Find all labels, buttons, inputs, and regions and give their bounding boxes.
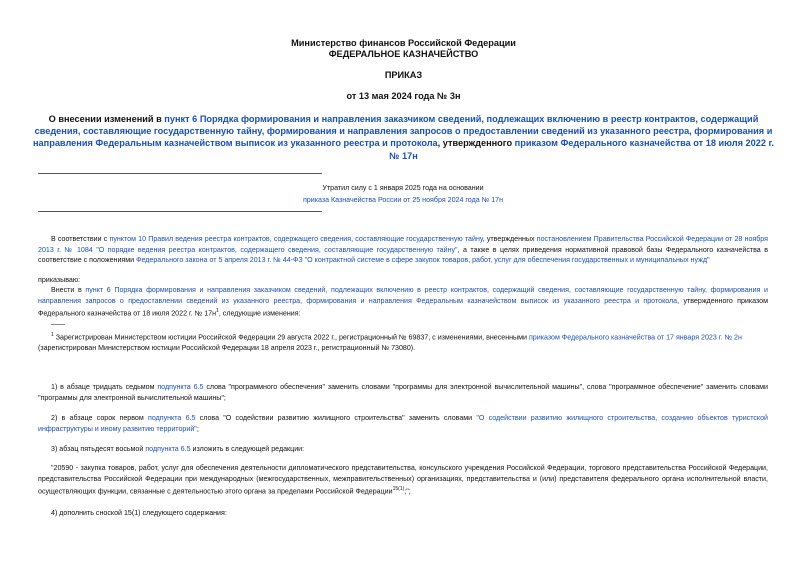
item-text: слова "программного обеспечения" заменить словами "программы для электронной вычислительной машины", слова "программное обеспечение" заменить словами "программы для электронной вычислительной машины"; [38, 383, 768, 402]
footnote-text: Зарегистрирован Министерством юстиции Российской Федерации 29 августа 2022 г., регистрационный № 69837, с изменениями, внесенными [53, 333, 529, 342]
item-text: ; [196, 424, 199, 433]
order-paragraph [38, 285, 768, 319]
footnote-link-order[interactable]: приказом Федерального казначейства от 17 января 2023 г. № 2н [528, 333, 742, 342]
item-text: изложить в следующей редакции: [190, 445, 305, 453]
order-text: Внести в [51, 286, 86, 294]
footnote-text: (зарегистрирован Министерством юстиции Российской Федерации 18 апреля 2023 г., регистрационный № 73080). [38, 343, 416, 352]
status-link[interactable]: приказа Казначейства России от 25 ноября 2024 года № 17н [302, 196, 504, 204]
new-wording-quote [38, 463, 768, 497]
title-text-2: , утвержденного [437, 138, 515, 149]
document-date: от 13 мая 2024 года № 3н [346, 91, 461, 101]
new-wording-link[interactable]: "О содействии развитию жилищного строительства, созданию объектов туристской инфраструктуры и иному развитию территорий" [38, 414, 769, 433]
amendment-item-3 [38, 444, 768, 455]
preamble-link-federal-law[interactable]: Федерального закона от 5 апреля 2013 г. № 44-ФЗ "О контрактной системе в сфере закупок товаров, работ, услуг для обеспечения государственных и муниципальных нужд" [136, 256, 710, 265]
divider [38, 211, 322, 212]
ministry-name: Министерство финансов Российской Федерации [291, 38, 516, 48]
footnote-ref[interactable]: 15(1) [392, 486, 405, 493]
divider [38, 173, 322, 174]
preamble-link-rules[interactable]: пунктом 10 Правил ведения реестра контрактов, содержащего сведения, составляющие государственную тайну [109, 235, 483, 243]
title-link-order[interactable]: приказом Федерального казначейства от 18 июля 2022 г. № 17н [389, 138, 774, 161]
quote-text: "20590 - закупка товаров, работ, услуг для обеспечения деятельности дипломатического представительства, консульского учреждения Российской Федерации, торгового представительства Российской Федерации, представительства Российской Федерации при международных (межгосударственных, межправительственных) организациях, представительства и (или) представителя федерального органа исполнительной власти, осуществляющих функции, связанные с деятельностью этого органа за пределами Российской Федерации [38, 464, 768, 496]
preamble-text: В соответствии с [51, 235, 110, 243]
document-title [32, 113, 775, 162]
footnote [38, 330, 768, 354]
status-line: Утратил силу с 1 января 2025 года на основании [322, 184, 484, 192]
order-text: , следующие изменения: [218, 309, 301, 318]
preamble-paragraph [38, 234, 768, 266]
footnote-divider [51, 324, 65, 325]
subparagraph-link[interactable]: подпункта 6.5 [145, 445, 191, 453]
footnote-mark: 1 [51, 332, 54, 338]
order-link-procedure[interactable]: пункт 6 Порядка формирования и направления заказчиком сведений, подлежащих включению в реестр контрактов, содержащий сведения, составляющие государственную тайну, формирования и направления запросов о предоставлении сведений из указанного реестра, формирования и направления Федеральным казначейством выписок из указанного реестра и протокола [38, 286, 768, 305]
subparagraph-link[interactable]: подпункта 6.5 [147, 414, 196, 422]
item-text: 2) в абзаце сорок первом [51, 414, 148, 422]
title-link-procedure[interactable]: пункт 6 Порядка формирования и направления заказчиком сведений, подлежащих включению в реестр контрактов, содержащий сведения, составляющие государственную тайну, формирования и направления запросов о предоставлении сведений из указанного реестра, формирования и направления Федеральным казначейством выписок из указанного реестра и протокола [33, 114, 773, 149]
preamble-text: , утвержденных [482, 235, 537, 243]
preamble-link-resolution[interactable]: постановлением Правительства Российской Федерации от 28 ноября 2013 г. № 1084 "О порядке ведения реестра контрактов, содержащего сведения, составляющие государственную тайну" [38, 235, 769, 254]
item-text: 1) в абзаце тридцать седьмом [51, 383, 158, 391]
subparagraph-link[interactable]: подпункта 6.5 [157, 383, 204, 391]
amendment-item-4: 4) дополнить сноской 15(1) следующего содержания: [51, 509, 227, 517]
footnote-ref[interactable]: 1 [216, 308, 219, 315]
item-text: 3) абзац пятьдесят восьмой [51, 445, 146, 453]
preamble-text: , а также в целях приведения нормативной правовой базы Федерального казначейства в соответствие с положениями [38, 245, 768, 265]
document-type: ПРИКАЗ [384, 70, 423, 80]
item-text: слова "О содействии развитию жилищного строительства" заменить словами [195, 414, 477, 422]
amendment-item-2 [38, 413, 768, 434]
amendment-item-1 [38, 382, 768, 403]
agency-name: ФЕДЕРАЛЬНОЕ КАЗНАЧЕЙСТВО [328, 49, 479, 59]
quote-text: ;"; [404, 487, 411, 496]
order-word: приказываю: [38, 276, 81, 284]
title-text: О внесении изменений в [48, 114, 165, 124]
order-text: , утвержденного приказом Федерального казначейства от 18 июля 2022 г. № 17н [38, 296, 768, 318]
